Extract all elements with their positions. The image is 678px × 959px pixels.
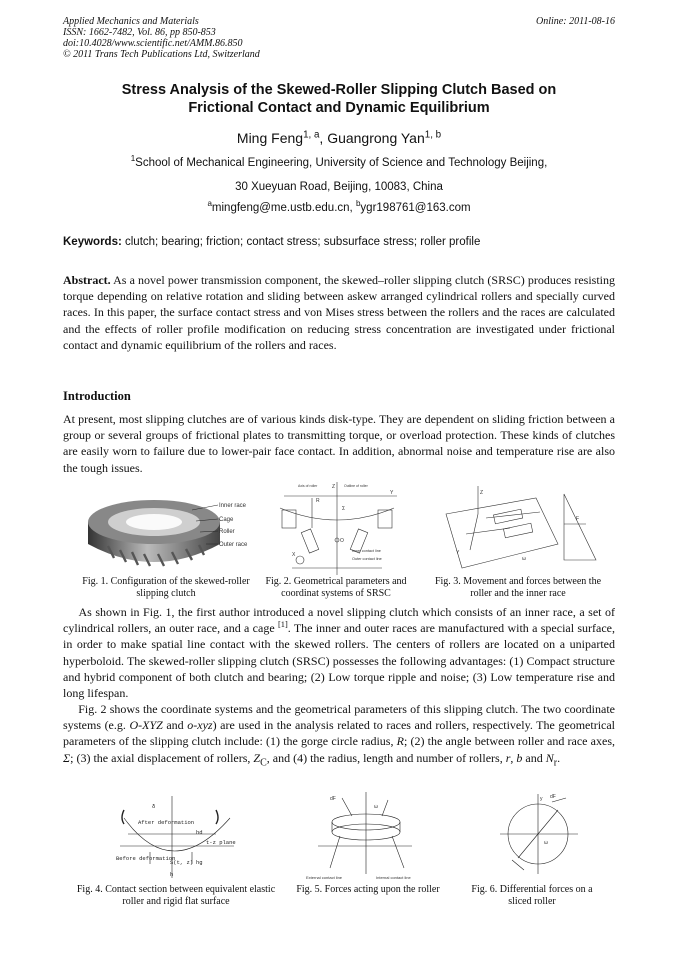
- keywords-label: Keywords:: [63, 236, 122, 248]
- fig2-label-x: X: [292, 552, 296, 558]
- email-a-sup: a: [207, 199, 212, 209]
- affiliation-line-2: 30 Xueyuan Road, Beijing, 10083, China: [235, 181, 443, 193]
- p3-sym-r-cap: R: [396, 734, 404, 749]
- fig4-label-hg: hg: [196, 859, 203, 866]
- fig6-label-y: y: [540, 796, 543, 802]
- p3-text-d: ; (2) the angle between roller and race axes,: [404, 734, 616, 749]
- email-b-sup: b: [355, 199, 361, 209]
- figure-5: [300, 788, 430, 882]
- clutch-render: [80, 488, 250, 578]
- p2-text-a: As shown in Fig. 1, the first author introduced a novel slipping clutch which consists of an inner race, a set of cylindrical rollers, an outer race, and a cage: [63, 605, 616, 636]
- p3-sym-z: Z: [253, 750, 261, 765]
- fig3-label-y: Y: [456, 550, 460, 556]
- intro-paragraph-1: At present, most slipping clutches are of various kinds disk-type. They are dependent on sliding friction between a group or several groups of frictional plates to transmitting torque, or overload protection. These kinds of clutches are easily worn to failure due to lower-pair face contact. In addition, abnormal noise and temperature rise are also the tough issues.: [63, 412, 615, 475]
- fig2-label-outline-of-roller: Outline of roller: [344, 484, 368, 488]
- fig2-label-z: Z: [332, 484, 336, 490]
- sliced-roller-diagram: [494, 788, 584, 876]
- fig5-label-internal-contact-line: Internal contact line: [376, 875, 411, 880]
- intro-paragraph-3: [63, 701, 615, 771]
- online-date: Online: 2011-08-16: [536, 16, 615, 27]
- fig3-label-f: F: [576, 516, 580, 522]
- fig2-label-sigma: Σ: [342, 506, 346, 512]
- keywords-text: clutch; bearing; friction; contact stress; subsurface stress; roller profile: [121, 236, 481, 248]
- copyright: © 2011 Trans Tech Publications Ltd, Switzerland: [63, 49, 260, 60]
- fig3-label-z: Z: [480, 490, 484, 496]
- paper-title: [63, 81, 615, 117]
- figure-6: [494, 788, 584, 876]
- fig4-label-tz-plane: t-z plane: [206, 839, 236, 846]
- fig6-label-df: dF: [550, 794, 556, 800]
- figure-1-caption: Fig. 1. Configuration of the skewed-roller slipping clutch: [82, 576, 250, 599]
- keywords: [63, 236, 615, 248]
- fig1-label-outer-race: Outer race: [219, 542, 248, 548]
- journal-name: Applied Mechanics and Materials: [63, 16, 199, 27]
- figure-2: [272, 480, 402, 578]
- p3-sym-z-sub: C: [260, 757, 267, 768]
- author-2-affil: 1, b: [424, 129, 442, 141]
- p3-text-f: , and (4) the radius, length and number of rollers,: [266, 750, 506, 765]
- journal-header: [63, 16, 260, 60]
- p3-text-c: ) are used in the analysis related to races and rollers, respectively. The geometrical parameters of the slipping clutch include: (1) the gorge circle radius,: [63, 718, 616, 749]
- title-line-2: Frictional Contact and Dynamic Equilibrium: [188, 100, 490, 116]
- fig4-label-s: S(t, z): [170, 859, 194, 866]
- fig3-label-omega: ω: [522, 556, 526, 562]
- fig6-label-omega: ω: [544, 840, 548, 846]
- p3-coord-2: o-xyz: [187, 718, 213, 733]
- p2-text-b: . The inner and outer races are manufactured with a special surface, in order to make spatial line contact with the skewed rollers. The centers of rollers are located on a uniparted hyperboloid. The skewed-roller slipping clutch (SRSC) possesses the following advantages: (1) Compact structure and hybrid component of both clutch and bearing; (2) Low torque ripple and noise; (3) Low temperature rise and long lifespan.: [63, 621, 615, 701]
- fig4-label-h: h: [170, 871, 174, 878]
- figure-5-caption: Fig. 5. Forces acting upon the roller: [296, 884, 440, 895]
- figure-1: [80, 488, 250, 578]
- p3-sym-r: r: [505, 750, 511, 765]
- section-heading-introduction: Introduction: [63, 389, 131, 403]
- doi: doi:10.4028/www.scientific.net/AMM.86.850: [63, 38, 243, 49]
- author-1-affil: 1, a: [303, 129, 320, 141]
- figure-4-caption: Fig. 4. Contact section between equivalent elastic roller and rigid flat surface: [76, 884, 276, 907]
- affiliation-sup: 1: [130, 154, 136, 164]
- fig4-label-after-deformation: After deformation: [138, 819, 195, 826]
- title-line-1: Stress Analysis of the Skewed-Roller Slipping Clutch Based on: [121, 82, 557, 98]
- fig2-label-o: O: [340, 538, 344, 544]
- author-1: Ming Feng: [236, 130, 304, 146]
- fig1-label-cage: Cage: [219, 517, 234, 523]
- fig4-label-hd: hd: [196, 829, 203, 836]
- coordinate-diagram: [272, 480, 402, 578]
- figure-6-caption: Fig. 6. Differential forces on a sliced roller: [471, 884, 593, 907]
- p3-sym-b: b: [516, 750, 523, 765]
- author-separator: ,: [319, 130, 328, 146]
- p3-text-e: ; (3) the axial displacement of rollers,: [70, 750, 254, 765]
- p3-sym-n-sub: r: [553, 757, 558, 768]
- abstract-label: Abstract.: [63, 273, 111, 287]
- figure-3-caption: Fig. 3. Movement and forces between the roller and the inner race: [434, 576, 602, 599]
- email-line: [63, 199, 615, 214]
- roller-forces-diagram: [300, 788, 430, 882]
- fig2-label-inner-contact-line: Inner contact line: [352, 549, 381, 553]
- p3-coord-1: O-XYZ: [129, 718, 163, 733]
- email-b[interactable]: ygr198761@163.com: [360, 202, 471, 214]
- email-a[interactable]: mingfeng@me.ustb.edu.cn,: [211, 202, 356, 214]
- figure-3: [440, 484, 600, 576]
- issn: ISSN: 1662-7482, Vol. 86, pp 850-853: [63, 27, 216, 38]
- fig1-label-inner-race: Inner race: [219, 503, 247, 509]
- p3-text-h: and: [522, 750, 546, 765]
- figure-4: [112, 794, 272, 880]
- p3-sym-sigma: Σ: [63, 750, 71, 765]
- affiliation-line-1: [63, 154, 615, 169]
- fig5-label-df: dF: [330, 796, 336, 802]
- author-list: [63, 130, 615, 146]
- affiliation-text: School of Mechanical Engineering, University of Science and Technology Beijing,: [135, 157, 548, 169]
- p3-text-a: Fig. 2 shows the coordinate systems and the geometrical parameters of this slipping clutch. The two coordinate systems (e.g.: [63, 702, 616, 733]
- fig4-label-before-deformation: Before deformation: [116, 855, 176, 862]
- author-2: Guangrong Yan: [327, 130, 425, 146]
- fig2-label-y: Y: [390, 490, 394, 496]
- fig2-label-outer-contact-line: Outer contact line: [352, 557, 382, 561]
- p3-text-g: ,: [510, 750, 517, 765]
- fig5-label-external-contact-line: External contact line: [306, 875, 343, 880]
- p3-text-end: .: [557, 750, 561, 765]
- movement-forces-diagram: [440, 484, 600, 576]
- p3-sym-n: N: [545, 750, 554, 765]
- fig1-label-roller: Roller: [219, 529, 235, 535]
- fig4-label-delta: δ: [152, 803, 156, 810]
- figure-2-caption: Fig. 2. Geometrical parameters and coordinat systems of SRSC: [265, 576, 407, 599]
- fig5-label-omega: ω: [374, 804, 378, 810]
- intro-paragraph-2: [63, 604, 615, 701]
- p3-text-b: and: [162, 718, 188, 733]
- fig2-label-axis-of-roller: Axis of roller: [298, 484, 318, 488]
- fig2-label-r: R: [316, 498, 320, 504]
- contact-section-diagram: [112, 794, 272, 880]
- abstract-text: As a novel power transmission component, the skewed–roller slipping clutch (SRSC) produces resisting torque depending on relative rotation and sliding between askew arranged cylindrical rollers and specially curved races. In this paper, the surface contact stress and von Mises stress between the rollers and the races are calculated and the effects of roller profile modification on reducing stress concentration are investigated under frictional contact and dynamic equilibrium of the rollers and races.: [63, 273, 615, 352]
- ref-1[interactable]: [1]: [277, 620, 288, 630]
- abstract: [63, 272, 615, 353]
